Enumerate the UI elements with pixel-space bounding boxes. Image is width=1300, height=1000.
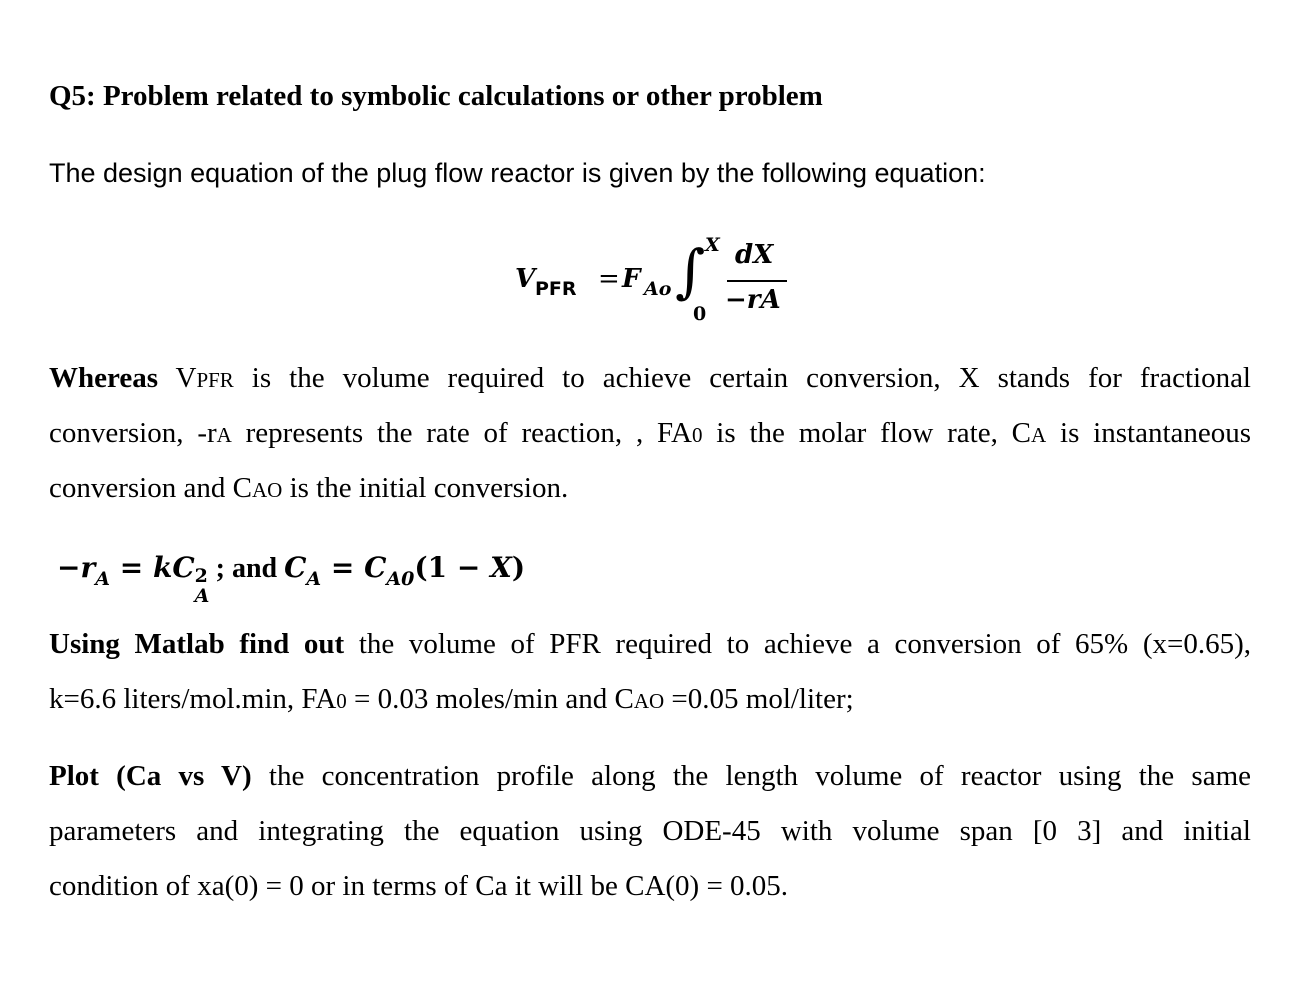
- question-heading: Q5: Problem related to symbolic calculations or other problem: [49, 80, 823, 112]
- design-equation: [515, 236, 815, 326]
- definitions-line-2: conversion, -rA represents the rate of reaction, , FA0 is the molar flow rate, CA is instantaneous: [49, 417, 1252, 449]
- definitions-line-1: Whereas VPFR is the volume required to achieve certain conversion, X stands for fractional: [49, 362, 1251, 394]
- eq-volume-subscript: PFR: [535, 278, 577, 300]
- eq-flow-symbol: F: [622, 264, 641, 294]
- task1-line-1: Using Matlab find out the volume of PFR required to achieve a conversion of 65% (x=0.65),: [49, 628, 1251, 660]
- integral-lower-limit: 0: [693, 303, 707, 325]
- intro-text: The design equation of the plug flow reactor is given by the following equation:: [49, 158, 986, 188]
- task2-line-3: condition of xa(0) = 0 or in terms of Ca it will be CA(0) = 0.05.: [49, 870, 789, 902]
- fraction-denominator: −rA: [725, 285, 781, 315]
- fraction-bar: [727, 280, 787, 282]
- integral-sign: ∫: [675, 237, 706, 305]
- task2-line-1: Plot (Ca vs V) the concentration profile along the length volume of reactor using the same: [49, 760, 1252, 792]
- eq-volume-symbol: V: [515, 264, 536, 294]
- rate-equation: $-r_A$ = kC 2 A ; and $C_A = C_{A0}(1 - X)$: [57, 551, 526, 607]
- definitions-line-3: conversion and CAO is the initial conversion.: [49, 472, 569, 504]
- task1-line-2: k=6.6 liters/mol.min, FA0 = 0.03 moles/min and CAO =0.05 mol/liter;: [49, 683, 854, 715]
- fraction-numerator: dX: [735, 240, 774, 270]
- task2-line-2: parameters and integrating the equation using ODE-45 with volume span [0 3] and initial: [49, 815, 1251, 847]
- eq-flow-subscript: Ao: [644, 278, 672, 300]
- eq-equals-sign: =: [598, 264, 620, 294]
- integral-upper-limit: X: [705, 234, 720, 256]
